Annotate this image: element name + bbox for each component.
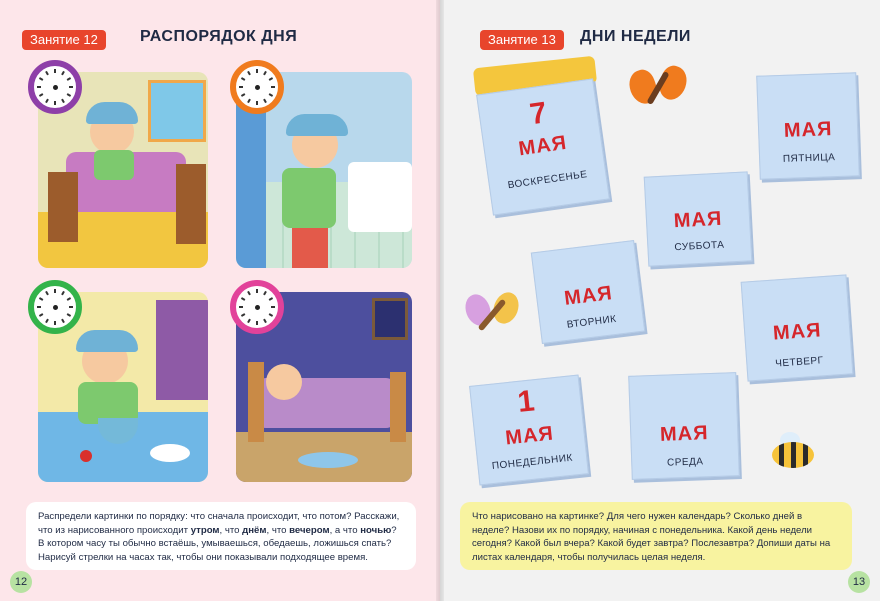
clock-tick	[263, 319, 267, 323]
calendar-sheet-thursday[interactable]	[741, 274, 854, 381]
calendar-date	[742, 279, 846, 286]
calendar-month: МАЯ	[673, 207, 723, 233]
clock-tick	[39, 93, 43, 97]
clock-tick	[241, 313, 245, 317]
clock-tick	[271, 86, 275, 88]
calendar-month: МАЯ	[504, 422, 555, 450]
clock-icon-4[interactable]	[230, 280, 284, 334]
clock-tick	[67, 313, 71, 317]
page-number: 13	[848, 571, 870, 593]
clock-tick	[39, 297, 43, 301]
clock-tick	[263, 291, 267, 295]
instructions-text-2: , что	[219, 524, 243, 536]
clock-icon-1[interactable]	[28, 60, 82, 114]
clock-tick	[69, 306, 73, 308]
calendar-month: МАЯ	[563, 282, 614, 310]
clock-tick	[241, 93, 245, 97]
clock-tick	[45, 71, 49, 75]
calendar-weekday: ВОСКРЕСЕНЬЕ	[507, 169, 589, 192]
calendar-sheet-friday[interactable]	[756, 72, 860, 179]
calendar-weekday: ПЯТНИЦА	[782, 152, 836, 165]
clock-tick	[247, 319, 251, 323]
calendar-sheet-monday[interactable]	[469, 375, 589, 486]
instructions-text: Что нарисовано на картинке? Для чего нужен календарь? Сколько дней в неделе? Назови их по порядку, начиная с понедельника. Какой день недели сегодня? Какой был вчера? Какой будет завтра? Послезавтра? Допиши даты на листах календаря, чтобы получилась целая неделя.	[472, 511, 831, 563]
calendar-weekday: ЧЕТВЕРГ	[774, 355, 824, 370]
calendar-sheet-saturday[interactable]	[644, 171, 753, 266]
instructions-text-5: ? В котором часу ты обычно встаёшь, умываешься, обедаешь, ложишься спать? Нарисуй стрелки на часах так, чтобы они показывали подходящее время.	[38, 524, 397, 563]
bee-icon	[770, 430, 820, 470]
word-morning: утром	[190, 524, 220, 536]
clock-tick	[39, 313, 43, 317]
clock-tick	[61, 319, 65, 323]
calendar-sheet-sunday[interactable]	[476, 78, 610, 215]
instructions-text-3: , что	[266, 524, 290, 536]
clock-tick	[263, 71, 267, 75]
calendar-date: 1	[515, 384, 537, 419]
calendar-month: МАЯ	[659, 422, 709, 446]
lesson-label: Занятие 13	[480, 30, 564, 50]
calendar-month: МАЯ	[783, 118, 833, 142]
clock-tick	[241, 77, 245, 81]
lesson-label: Занятие 12	[22, 30, 106, 50]
instructions-box	[460, 502, 852, 570]
clock-tick	[54, 101, 56, 105]
clock-tick	[61, 99, 65, 103]
instructions-text-4: , а что	[329, 524, 361, 536]
instructions-box	[26, 502, 416, 570]
calendar-month: МАЯ	[517, 131, 569, 161]
clock-tick	[37, 86, 41, 88]
page-title: ДНИ НЕДЕЛИ	[580, 28, 691, 45]
calendar-date	[645, 176, 747, 181]
calendar-date: 7	[527, 96, 549, 132]
clock-tick	[67, 297, 71, 301]
word-day: днём	[242, 524, 267, 536]
clock-tick	[54, 289, 56, 293]
word-evening: вечером	[289, 524, 330, 536]
clock-tick	[256, 321, 258, 325]
clock-tick	[61, 291, 65, 295]
clock-tick	[67, 93, 71, 97]
clock-tick	[39, 77, 43, 81]
clock-tick	[271, 306, 275, 308]
clock-tick	[54, 69, 56, 73]
clock-tick	[247, 99, 251, 103]
clock-tick	[54, 321, 56, 325]
clock-tick	[45, 291, 49, 295]
clock-tick	[269, 297, 273, 301]
clock-tick	[45, 319, 49, 323]
calendar-weekday: ВТОРНИК	[566, 313, 618, 331]
butterfly-icon	[464, 288, 520, 342]
calendar-date	[757, 79, 855, 82]
clock-tick	[269, 77, 273, 81]
clock-tick	[256, 69, 258, 73]
clock-tick	[263, 99, 267, 103]
clock-tick	[247, 291, 251, 295]
book-spine	[436, 0, 444, 601]
calendar-weekday: СРЕДА	[666, 456, 704, 469]
right-page	[440, 0, 880, 601]
clock-tick	[45, 99, 49, 103]
calendar-weekday: ПОНЕДЕЛЬНИК	[491, 452, 574, 473]
word-night: ночью	[360, 524, 392, 536]
butterfly-icon	[628, 62, 688, 112]
page-title: РАСПОРЯДОК ДНЯ	[140, 28, 298, 45]
clock-tick	[61, 71, 65, 75]
clock-icon-3[interactable]	[28, 280, 82, 334]
calendar-month: МАЯ	[772, 319, 823, 345]
calendar-weekday: СУББОТА	[674, 239, 725, 254]
instructions-text-1: Распредели картинки по порядку: что сначала происходит, что потом? Расскажи, что из нарисованного происходит	[38, 511, 400, 536]
clock-tick	[37, 306, 41, 308]
clock-tick	[67, 77, 71, 81]
clock-tick	[256, 101, 258, 105]
clock-tick	[239, 86, 243, 88]
clock-tick	[239, 306, 243, 308]
calendar-sheet-wednesday[interactable]	[628, 372, 740, 480]
clock-tick	[241, 297, 245, 301]
clock-tick	[269, 313, 273, 317]
calendar-date	[532, 245, 633, 257]
clock-icon-2[interactable]	[230, 60, 284, 114]
clock-tick	[269, 93, 273, 97]
calendar-sheet-tuesday[interactable]	[531, 240, 645, 344]
clock-tick	[256, 289, 258, 293]
page-number: 12	[10, 571, 32, 593]
clock-tick	[69, 86, 73, 88]
calendar-date	[629, 379, 735, 383]
clock-tick	[247, 71, 251, 75]
